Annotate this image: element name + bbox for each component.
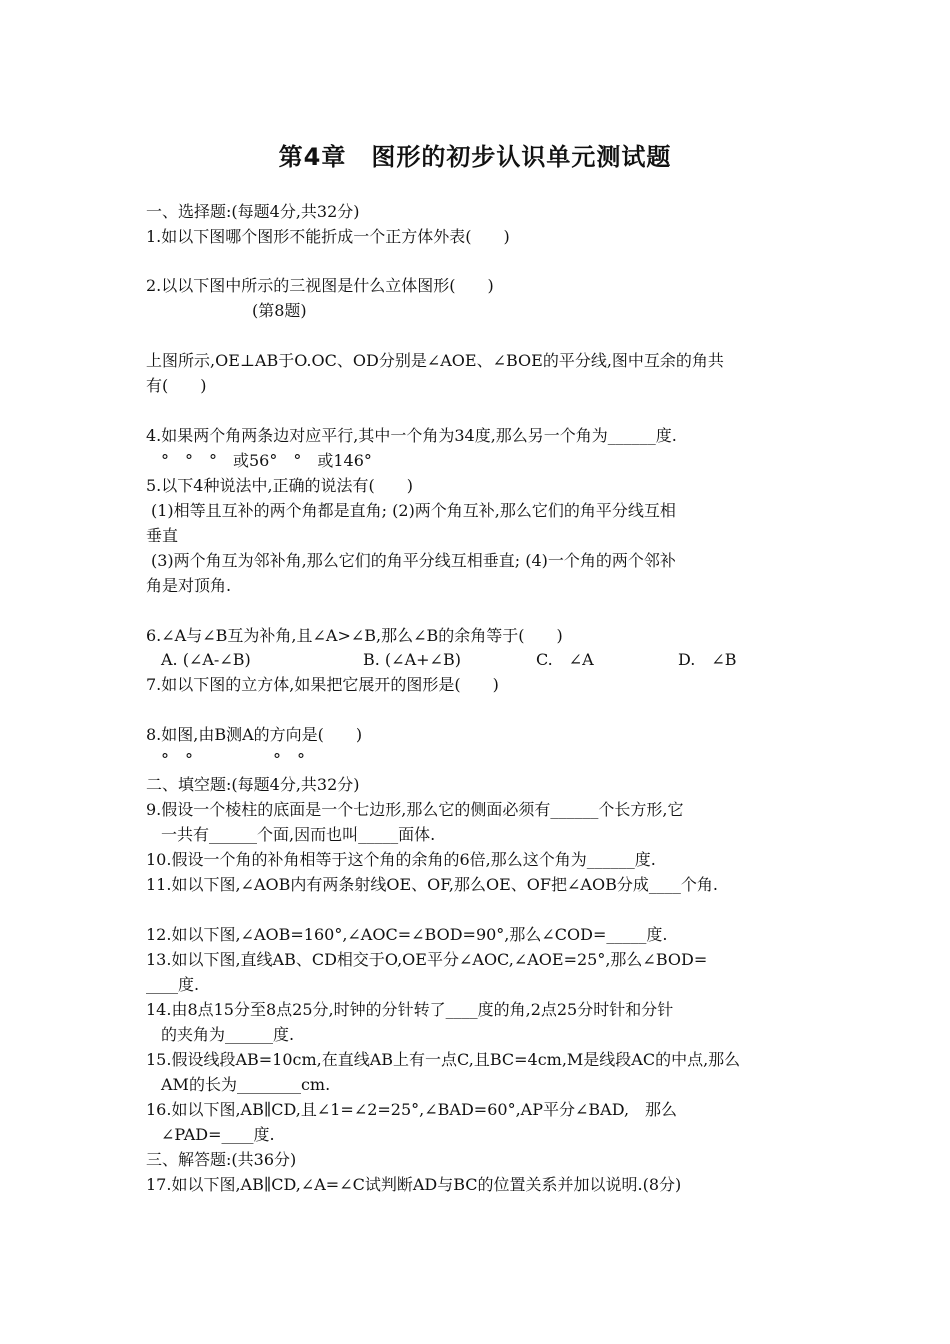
question-17: 17.如以下图,AB∥CD,∠A=∠C试判断AD与BC的位置关系并加以说明.(8分)	[146, 1175, 682, 1194]
question-1: 1.如以下图哪个图形不能折成一个正方体外表( )	[146, 227, 510, 246]
option-c: C. ∠A	[536, 650, 594, 669]
question-14-line1: 14.由8点15分至8点25分,时钟的分针转了____度的角,2点25分时针和分针	[146, 1000, 674, 1019]
section2-heading: 二、填空题:(每题4分,共32分)	[146, 775, 360, 794]
question-15-line2: AM的长为________cm.	[161, 1075, 331, 1094]
question-5-statement-1: (1)相等且互补的两个角都是直角; (2)两个角互补,那么它们的角平分线互相	[151, 501, 676, 520]
question-9-line1: 9.假设一个棱柱的底面是一个七边形,那么它的侧面必须有______个长方形,它	[146, 800, 684, 819]
question-10: 10.假设一个角的补角相等于这个角的余角的6倍,那么这个角为______度.	[146, 850, 656, 869]
option-b: B. (∠A+∠B)	[363, 650, 461, 669]
question-5-statement-1-cont: 垂直	[146, 526, 179, 545]
figure-caption: (第8题)	[252, 301, 307, 320]
question-14-line2: 的夹角为______度.	[161, 1025, 295, 1044]
question-15-line1: 15.假设线段AB=10cm,在直线AB上有一点C,且BC=4cm,M是线段AC的中点,那么	[146, 1050, 741, 1069]
page-title: 第4章 图形的初步认识单元测试题	[278, 143, 672, 171]
question-4-answers: ° ° ° 或56° ° 或146°	[161, 451, 372, 470]
option-a: A. (∠A-∠B)	[161, 650, 251, 669]
section1-heading: 一、选择题:(每题4分,共32分)	[146, 202, 360, 221]
question-3-line1: 上图所示,OE⊥AB于O.OC、OD分别是∠AOE、∠BOE的平分线,图中互余的角共	[146, 351, 724, 370]
question-8: 8.如图,由B测A的方向是( )	[146, 725, 363, 744]
question-5-statement-2-cont: 角是对顶角.	[146, 576, 232, 595]
section3-heading: 三、解答题:(共36分)	[146, 1150, 297, 1169]
question-8-marks: ° ° ° °	[161, 750, 306, 769]
question-7: 7.如以下图的立方体,如果把它展开的图形是( )	[146, 675, 499, 694]
question-4-line1: 4.如果两个角两条边对应平行,其中一个角为34度,那么另一个角为______度.	[146, 426, 677, 445]
question-11: 11.如以下图,∠AOB内有两条射线OE、OF,那么OE、OF把∠AOB分成____个角.	[146, 875, 718, 894]
question-13-line1: 13.如以下图,直线AB、CD相交于O,OE平分∠AOC,∠AOE=25°,那么∠BOD=	[146, 950, 708, 969]
question-13-line2: ____度.	[146, 975, 200, 994]
question-9-line2: 一共有______个面,因而也叫_____面体.	[161, 825, 436, 844]
question-16-line1: 16.如以下图,AB∥CD,且∠1=∠2=25°,∠BAD=60°,AP平分∠BAD, 那么	[146, 1100, 678, 1119]
question-5-statement-2: (3)两个角互为邻补角,那么它们的角平分线互相垂直; (4)一个角的两个邻补	[151, 551, 676, 570]
question-12: 12.如以下图,∠AOB=160°,∠AOC=∠BOD=90°,那么∠COD=_____度.	[146, 925, 668, 944]
question-2: 2.以以下图中所示的三视图是什么立体图形( )	[146, 276, 494, 295]
question-6: 6.∠A与∠B互为补角,且∠A>∠B,那么∠B的余角等于( )	[146, 626, 563, 645]
question-5: 5.以下4种说法中,正确的说法有( )	[146, 476, 414, 495]
option-d: D. ∠B	[678, 650, 737, 669]
question-16-line2: ∠PAD=____度.	[161, 1125, 275, 1144]
question-3-line2: 有( )	[146, 376, 207, 395]
